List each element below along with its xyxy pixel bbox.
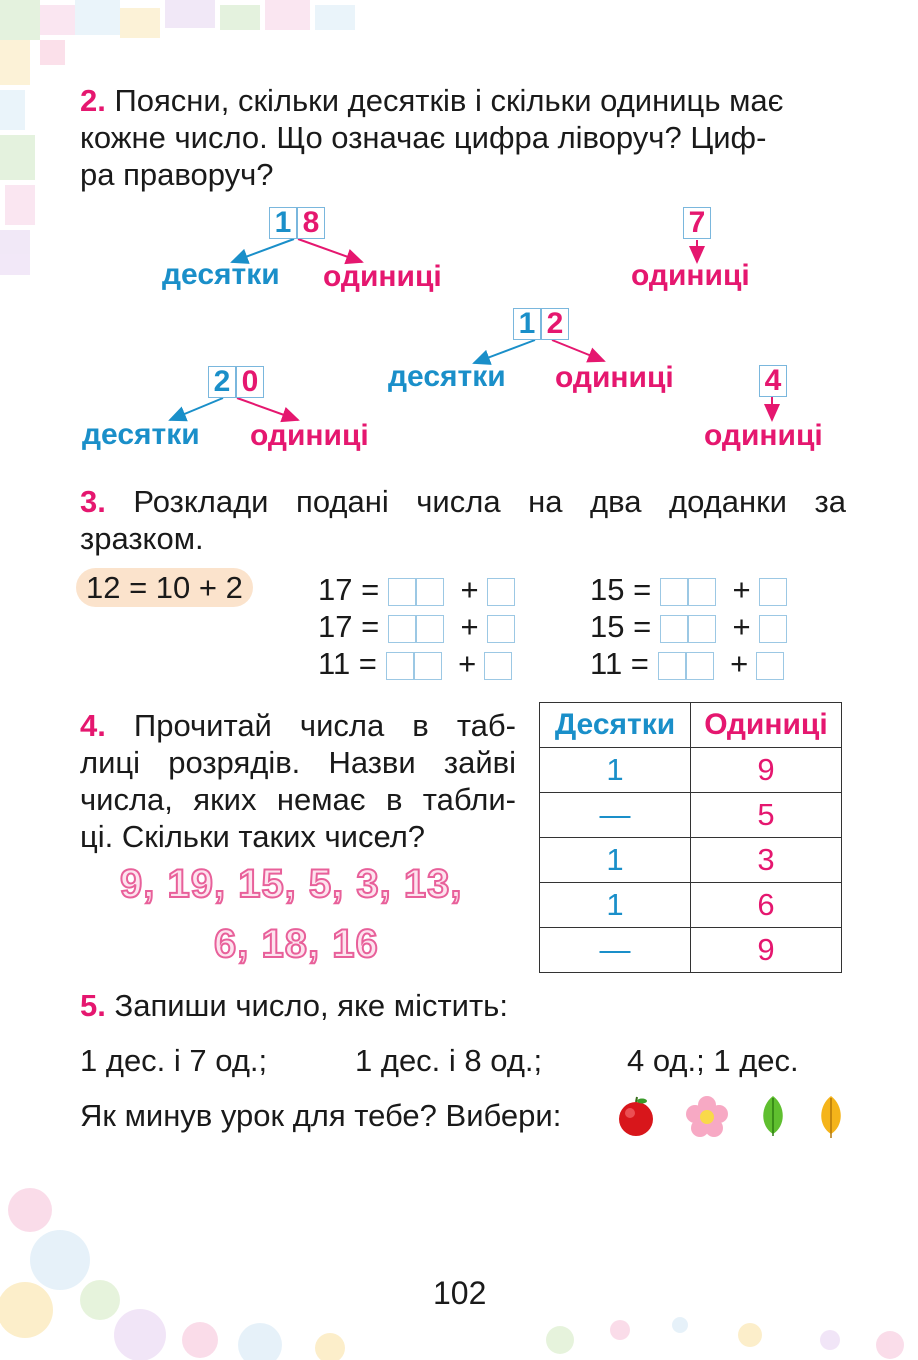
green-leaf-icon[interactable]: [758, 1094, 788, 1138]
equation-lhs: 17 =: [318, 609, 380, 644]
answer-box[interactable]: [688, 578, 716, 606]
numbers-list-line2: 6, 18, 16: [214, 922, 379, 966]
task2-line3: ра праворуч?: [80, 157, 274, 192]
task3-text: [80, 483, 846, 557]
equation-lhs: 11 =: [590, 646, 649, 681]
answer-box[interactable]: [388, 578, 416, 606]
equation-row: [590, 645, 787, 682]
cell-units: 3: [691, 838, 842, 883]
sample-equation: [76, 569, 253, 606]
task4-text: [80, 707, 516, 855]
table-row: [540, 748, 842, 793]
task4-line3: числа, яких немає в табли-: [80, 782, 516, 817]
task4-number: 4.: [80, 708, 106, 743]
yellow-leaf-icon[interactable]: [816, 1094, 846, 1140]
task5-heading: [80, 987, 508, 1024]
equation-row: [318, 608, 515, 645]
label-tens: десятки: [162, 258, 280, 291]
label-tens: десятки: [82, 418, 200, 451]
answer-box[interactable]: [386, 652, 414, 680]
flower-icon[interactable]: [686, 1096, 728, 1138]
task3-col2: [590, 571, 787, 682]
cell-units: 5: [691, 793, 842, 838]
apple-icon[interactable]: [614, 1094, 658, 1138]
task5-item: 4 од.; 1 дес.: [627, 1043, 799, 1078]
plus-sign: +: [460, 609, 479, 644]
task3-col1: [318, 571, 515, 682]
task4-line4: ці. Скільки таких чисел?: [80, 819, 426, 854]
diagram-7-digit: [683, 207, 711, 239]
numbers-list-line1: 9, 19, 15, 5, 3, 13,: [120, 862, 463, 906]
task2-arrows: [0, 0, 918, 480]
diagram-18-digits: [269, 207, 325, 239]
equation-lhs: 15 =: [590, 609, 652, 644]
answer-box[interactable]: [414, 652, 442, 680]
answer-box[interactable]: [759, 615, 787, 643]
table-row: [540, 928, 842, 973]
task2-number: 2.: [80, 83, 106, 118]
answer-box[interactable]: [416, 578, 444, 606]
digit-units: 4: [759, 365, 787, 397]
cell-tens: 1: [540, 748, 691, 793]
digit-units: 7: [683, 207, 711, 239]
header-units: Одиниці: [691, 703, 842, 748]
table-row: [540, 793, 842, 838]
label-units: одиниці: [555, 361, 674, 394]
answer-box[interactable]: [660, 615, 688, 643]
task3-line2: зразком.: [80, 521, 204, 556]
task4-line1: Прочитай числа в таб-: [133, 708, 516, 743]
equation-lhs: 17 =: [318, 572, 380, 607]
cell-tens: —: [540, 793, 691, 838]
equation-lhs: 15 =: [590, 572, 652, 607]
diagram-4-digit: [759, 365, 787, 397]
answer-box[interactable]: [484, 652, 512, 680]
digit-tens: 1: [513, 308, 541, 340]
answer-box[interactable]: [658, 652, 686, 680]
answer-box[interactable]: [487, 615, 515, 643]
label-units: одиниці: [323, 260, 442, 293]
task5-item: 1 дес. і 7 од.;: [80, 1043, 268, 1078]
task2-line2: кожне число. Що означає цифра ліворуч? Циф-: [80, 120, 767, 155]
place-value-table: [539, 702, 842, 973]
answer-box[interactable]: [686, 652, 714, 680]
answer-box[interactable]: [660, 578, 688, 606]
table-row: [540, 883, 842, 928]
digit-units: 0: [236, 366, 264, 398]
answer-box[interactable]: [416, 615, 444, 643]
cell-units: 6: [691, 883, 842, 928]
answer-box[interactable]: [388, 615, 416, 643]
label-units: одиниці: [250, 419, 369, 452]
reflection-question: Як минув урок для тебе? Вибери:: [80, 1098, 562, 1133]
answer-box[interactable]: [688, 615, 716, 643]
task4-line2: лиці розрядів. Назви зайві: [80, 745, 516, 780]
digit-units: 2: [541, 308, 569, 340]
label-tens: десятки: [388, 360, 506, 393]
cell-tens: 1: [540, 838, 691, 883]
answer-box[interactable]: [487, 578, 515, 606]
cell-tens: —: [540, 928, 691, 973]
digit-units: 8: [297, 207, 325, 239]
task5-item: 1 дес. і 8 од.;: [355, 1043, 543, 1078]
diagram-12-digits: [513, 308, 569, 340]
equation-row: [590, 571, 787, 608]
label-units: одиниці: [631, 259, 750, 292]
bottom-decoration: [0, 1150, 918, 1360]
digit-tens: 2: [208, 366, 236, 398]
task3-number: 3.: [80, 484, 106, 519]
plus-sign: +: [732, 572, 751, 607]
cell-units: 9: [691, 928, 842, 973]
page-number: 102: [433, 1275, 487, 1311]
header-tens: Десятки: [540, 703, 691, 748]
task3-line1: Розклади подані числа на два доданки за: [133, 484, 846, 519]
sample-text: 12 = 10 + 2: [76, 568, 253, 607]
table-header-row: [540, 703, 842, 748]
cell-tens: 1: [540, 883, 691, 928]
table-row: [540, 838, 842, 883]
task5-text: Запиши число, яке містить:: [114, 988, 508, 1023]
plus-sign: +: [458, 646, 477, 681]
equation-row: [318, 645, 515, 682]
diagram-20-digits: [208, 366, 264, 398]
label-units: одиниці: [704, 419, 823, 452]
equation-row: [590, 608, 787, 645]
equation-row: [318, 571, 515, 608]
plus-sign: +: [732, 609, 751, 644]
task5-number: 5.: [80, 988, 106, 1023]
cell-units: 9: [691, 748, 842, 793]
plus-sign: +: [730, 646, 749, 681]
plus-sign: +: [460, 572, 479, 607]
answer-box[interactable]: [756, 652, 784, 680]
equation-lhs: 11 =: [318, 646, 377, 681]
task2-line1: Поясни, скільки десятків і скільки одиниць має: [114, 83, 784, 118]
digit-tens: 1: [269, 207, 297, 239]
answer-box[interactable]: [759, 578, 787, 606]
